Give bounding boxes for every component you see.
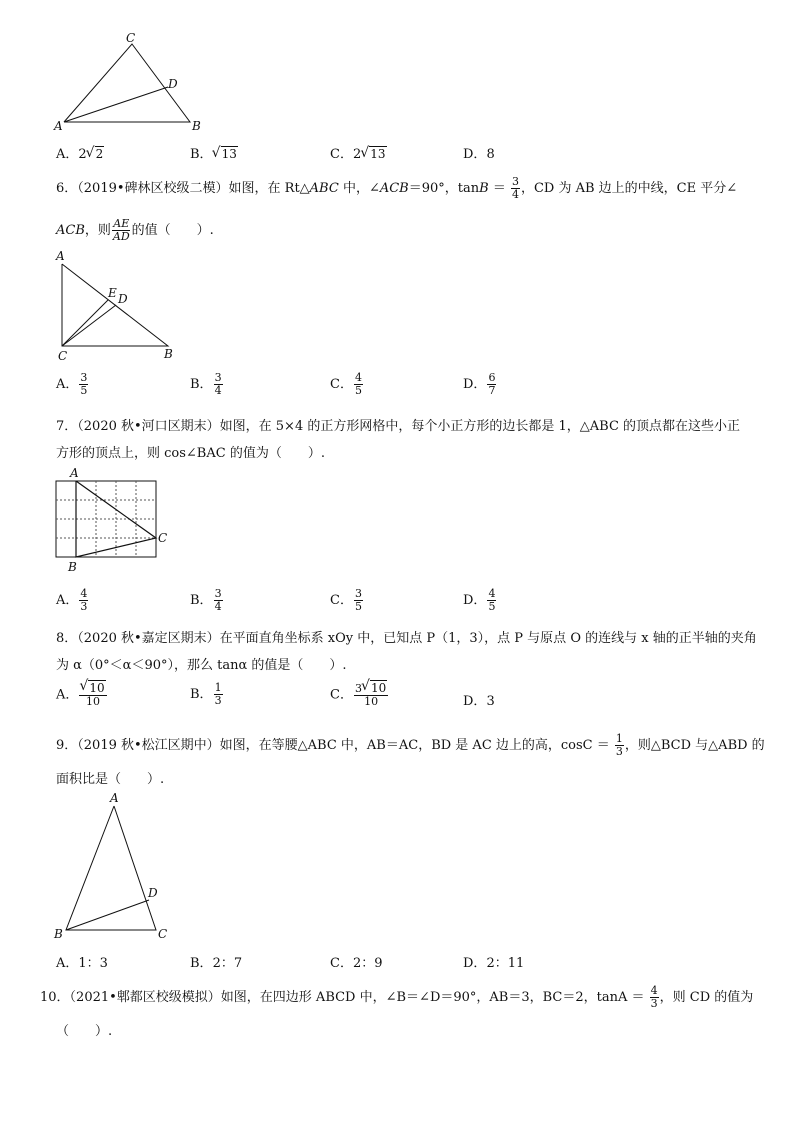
- fig5-label-d: D: [168, 77, 178, 91]
- fig7-label-b: B: [68, 560, 77, 574]
- fig7-label-c: C: [158, 531, 168, 545]
- fig6-label-e: E: [108, 286, 117, 300]
- q5-option-d[interactable]: D．8: [463, 147, 495, 162]
- q8-option-a[interactable]: A． √ $\frac{10}{10}$: [56, 682, 108, 708]
- q6-option-c[interactable]: C． $\frac{4}{5}$: [330, 371, 362, 397]
- q7-stem-line1: 7．（2020 秋•河口区期末）如图，在 5×4 的正方形网格中，每个小正方形的边长都是 1，△ABC 的顶点都在这些小正: [56, 419, 741, 434]
- fig9-label-a: A: [110, 791, 119, 805]
- q9-option-b[interactable]: B．2：7: [190, 956, 243, 971]
- q9-option-a[interactable]: A．1：3: [56, 956, 108, 971]
- figure-q6-triangle: [50, 250, 190, 362]
- q8-option-c[interactable]: C． $\frac{3√ 10}{10}$: [330, 682, 389, 708]
- q8-option-b[interactable]: B． $\frac{1}{3}$: [190, 681, 222, 707]
- q7-stem-line2: 方形的顶点上，则 cos∠BAC 的值为（ ）.: [56, 446, 325, 461]
- q5-option-c[interactable]: C．2√ 13: [330, 143, 387, 162]
- figure-q5-triangle: [50, 32, 210, 132]
- fig6-label-b: B: [164, 347, 173, 361]
- q6-stem-line2: ACB，则 $\frac{AE}{AD}$ 的值（ ）.: [56, 217, 214, 243]
- fig5-label-b: B: [192, 119, 201, 132]
- figure-q9-triangle: [50, 790, 180, 942]
- fig9-label-c: C: [158, 927, 168, 941]
- q6-stem-line1: 6．（2019•碑林区校级二模）如图，在 Rt△ABC 中，∠ACB＝90°，tanB ＝ $\frac{3}{4}$ ，CD 为 AB 边上的中线，CE 平分∠: [56, 175, 738, 201]
- q10-stem-line1: 10．（2021•郫都区校级模拟）如图，在四边形 ABCD 中，∠B＝∠D＝90°，AB＝3，BC＝2，tanA ＝ $\frac{4}{3}$ ，则 CD 的值为: [40, 984, 754, 1010]
- figure-q7-grid: [50, 463, 180, 575]
- q7-option-b[interactable]: B． $\frac{3}{4}$: [190, 587, 222, 613]
- q7-option-c[interactable]: C． $\frac{3}{5}$: [330, 587, 362, 613]
- fig7-label-a: A: [70, 466, 79, 480]
- fig6-label-d: D: [118, 292, 128, 306]
- q8-stem-line2: 为 α（0°＜α＜90°），那么 tanα 的值是（ ）.: [56, 658, 347, 673]
- q5-option-b[interactable]: B．√ 13: [190, 143, 238, 162]
- q7-option-d[interactable]: D． $\frac{4}{5}$: [463, 587, 496, 613]
- fig6-label-a: A: [56, 250, 65, 263]
- q8-option-d[interactable]: D．3: [463, 694, 495, 709]
- q9-option-d[interactable]: D．2：11: [463, 956, 525, 971]
- q9-stem-line2: 面积比是（ ）.: [56, 772, 165, 787]
- fig5-label-a: A: [54, 119, 63, 132]
- fig9-label-d: D: [148, 886, 158, 900]
- fig6-label-c: C: [58, 349, 68, 362]
- q10-stem-line2: （ ）.: [56, 1024, 113, 1039]
- q7-option-a[interactable]: A． $\frac{4}{3}$: [56, 587, 88, 613]
- q6-option-b[interactable]: B． $\frac{3}{4}$: [190, 371, 222, 397]
- q8-stem-line1: 8．（2020 秋•嘉定区期末）在平面直角坐标系 xOy 中，已知点 P（1，3），点 P 与原点 O 的连线与 x 轴的正半轴的夹角: [56, 631, 757, 646]
- q6-option-d[interactable]: D． $\frac{6}{7}$: [463, 371, 496, 397]
- fig5-label-c: C: [126, 32, 136, 45]
- q9-stem-line1: 9．（2019 秋•松江区期中）如图，在等腰△ABC 中，AB＝AC，BD 是 AC 边上的高，cosC ＝ $\frac{1}{3}$ ，则△BCD 与△ABD 的: [56, 732, 765, 758]
- q6-option-a[interactable]: A． $\frac{3}{5}$: [56, 371, 88, 397]
- q5-option-a[interactable]: A．2√ 2: [56, 143, 104, 162]
- fig9-label-b: B: [54, 927, 63, 941]
- q9-option-c[interactable]: C．2：9: [330, 956, 383, 971]
